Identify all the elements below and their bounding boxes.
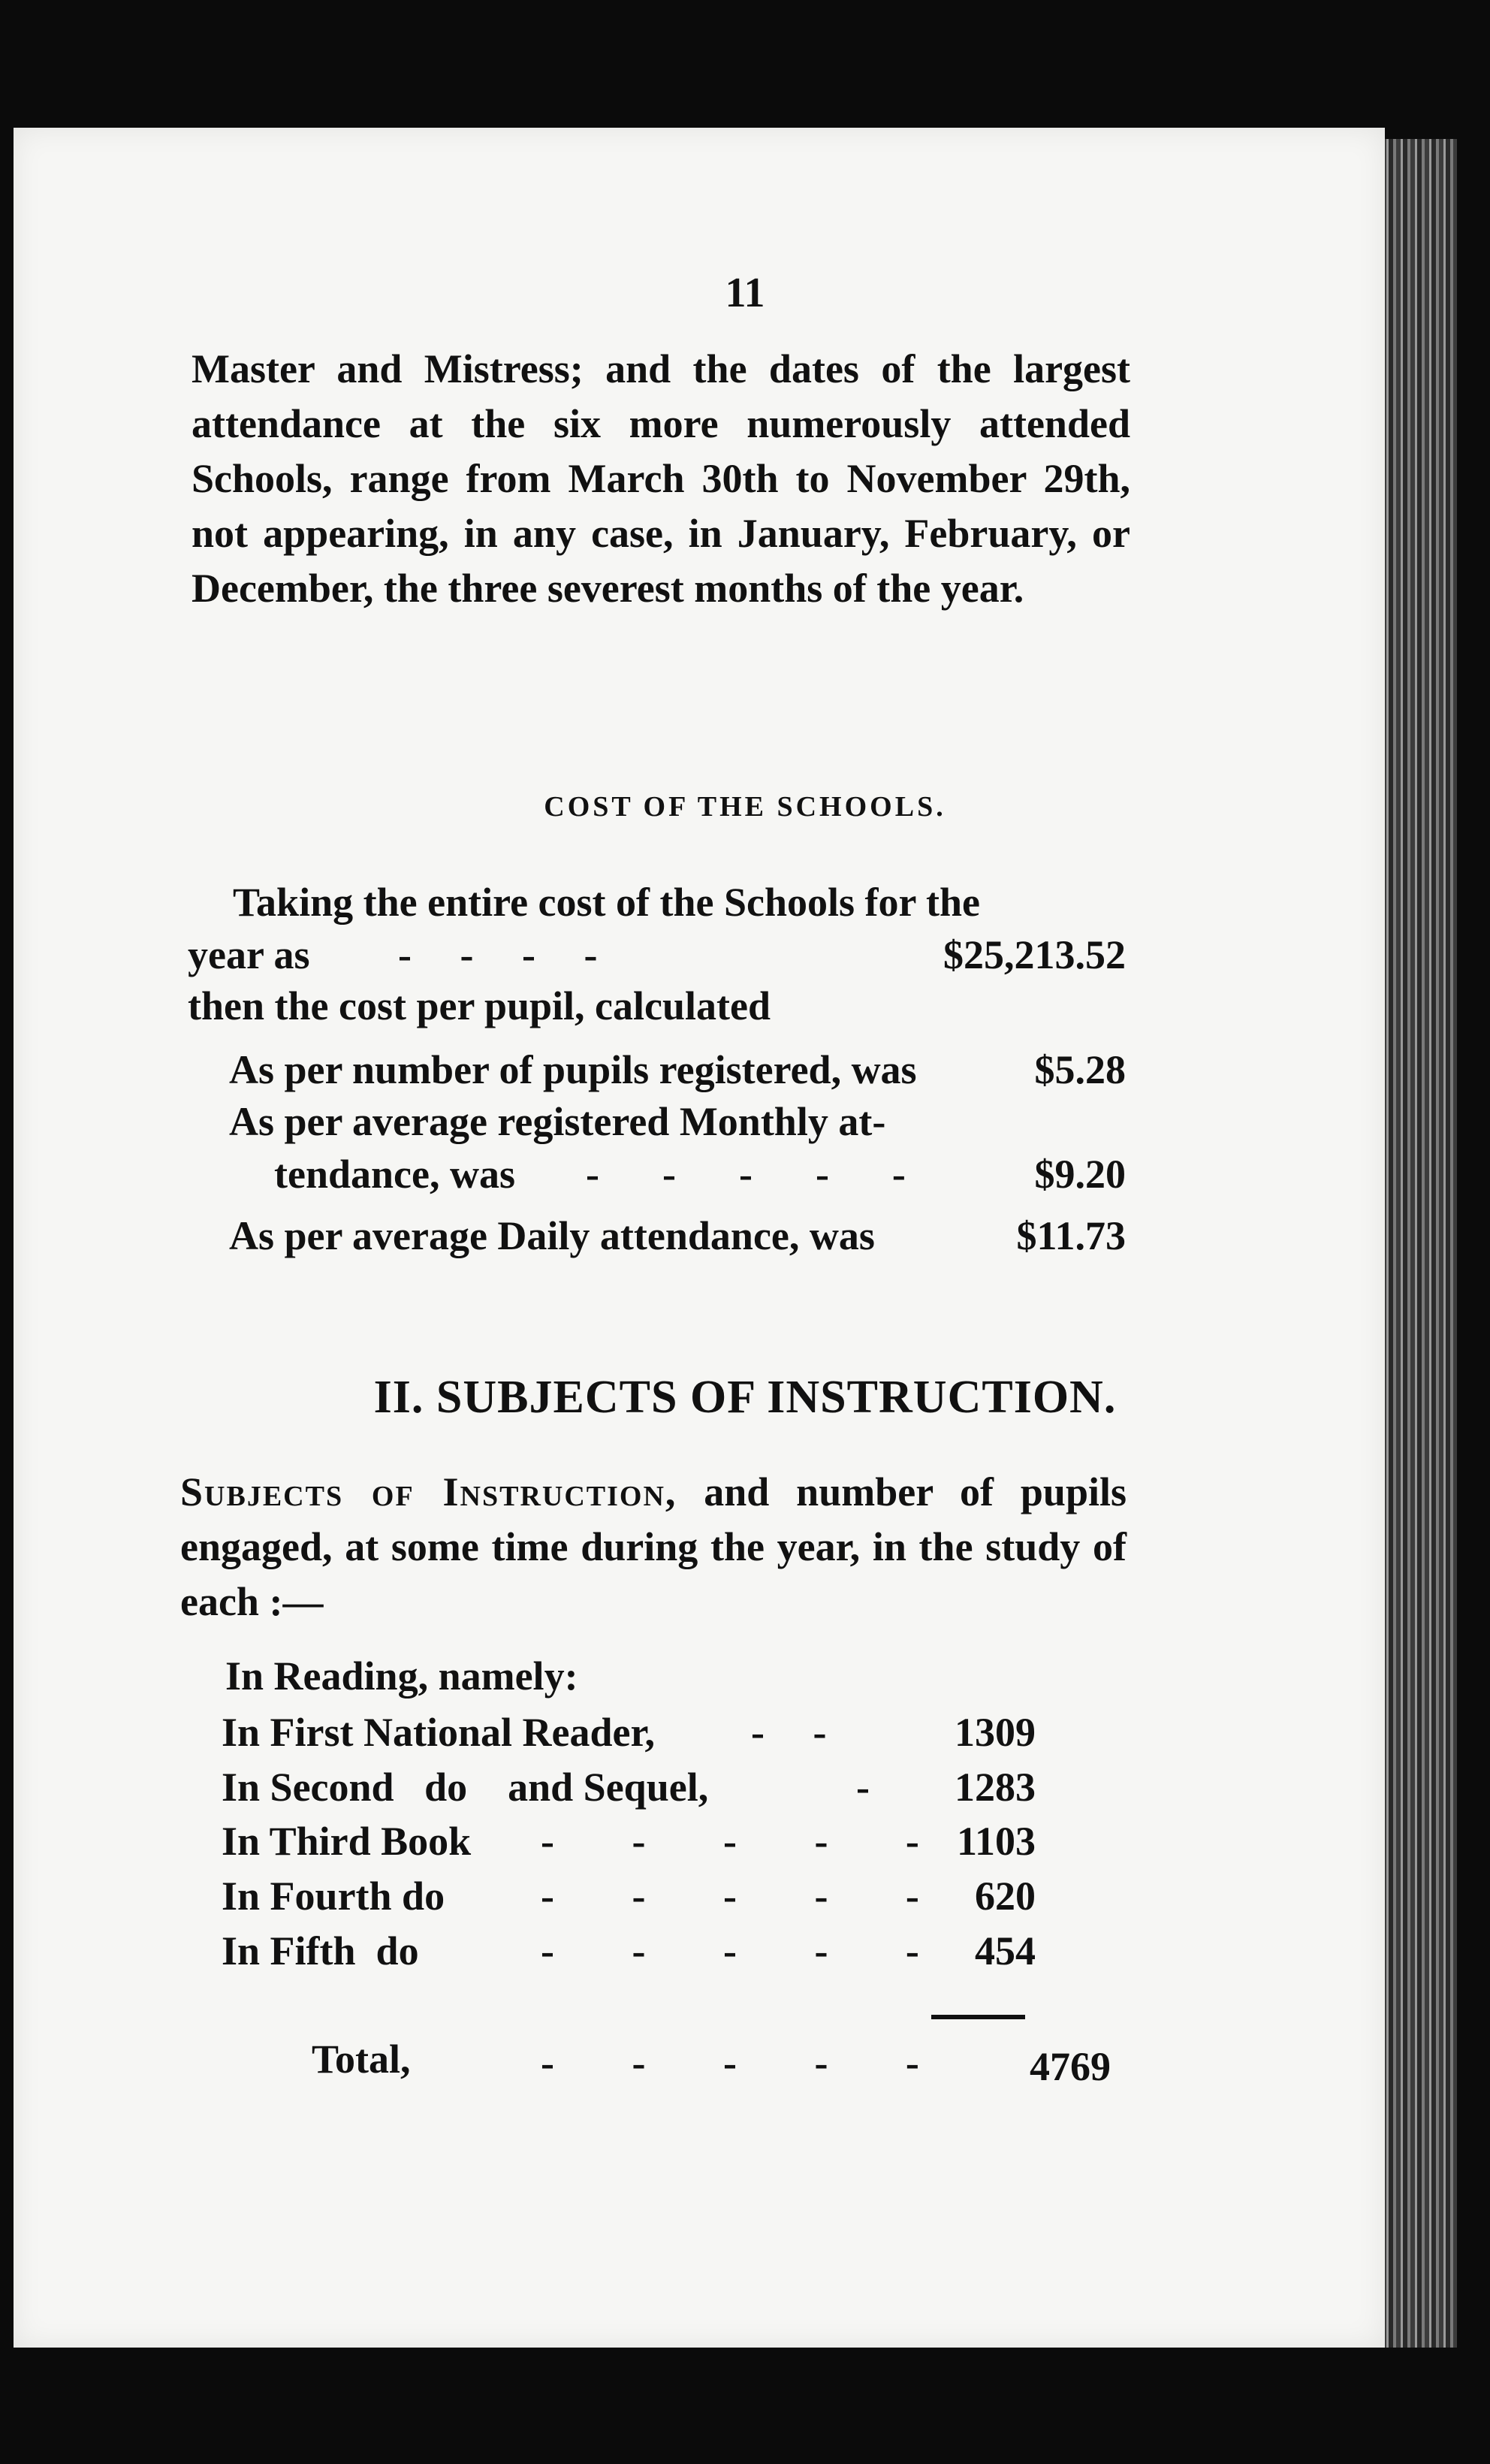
reading-label: In Reading, namely: bbox=[225, 1653, 578, 1699]
reading-row-count: 454 bbox=[975, 1928, 1036, 1973]
reading-row-count: 1283 bbox=[955, 1765, 1036, 1810]
leader-dots: - - - - - bbox=[541, 2040, 924, 2085]
cost-row-registered-amount: $5.28 bbox=[1034, 1047, 1126, 1092]
cost-line-1: Taking the entire cost of the Schools for the bbox=[233, 880, 980, 925]
cost-row-monthly-amount: $9.20 bbox=[1034, 1152, 1126, 1197]
cost-line-3: then the cost per pupil, calculated bbox=[188, 983, 771, 1028]
total-label: Total, bbox=[312, 2037, 411, 2082]
reading-row-count: 620 bbox=[975, 1874, 1036, 1919]
cost-row-monthly: As per average registered Monthly at- bbox=[229, 1099, 886, 1144]
cost-row-registered: As per number of pupils registered, was bbox=[229, 1047, 917, 1092]
page-edges bbox=[1374, 139, 1457, 2351]
leader-dots: - - bbox=[751, 1710, 831, 1755]
page-number: 11 bbox=[725, 270, 765, 316]
subjects-lead-rest: and number of pupils engaged, at some time during the year, in the study of each :— bbox=[180, 1469, 1127, 1624]
sum-rule bbox=[931, 2015, 1025, 2019]
leader-dots: - - - - - bbox=[541, 1928, 924, 1973]
subjects-paragraph bbox=[180, 1465, 1127, 1629]
cost-heading: COST OF THE SCHOOLS. bbox=[544, 791, 946, 823]
leader-dots: - - - - bbox=[398, 932, 602, 977]
cost-row-daily-amount: $11.73 bbox=[1016, 1213, 1126, 1258]
leader-dots: - bbox=[856, 1765, 874, 1810]
cost-row-daily: As per average Daily attendance, was bbox=[229, 1213, 875, 1258]
reading-row-label: In First National Reader, bbox=[222, 1710, 655, 1755]
reading-row-label: In Fifth do bbox=[222, 1928, 419, 1973]
leader-dots: - - - - - bbox=[541, 1874, 924, 1919]
total-cost-amount: $25,213.52 bbox=[943, 932, 1126, 977]
subjects-lead-smallcaps: Subjects of Instruction, bbox=[180, 1469, 677, 1514]
leader-dots: - - - - - bbox=[541, 1819, 924, 1864]
cost-line-2-label: year as bbox=[188, 932, 310, 977]
reading-row-label: In Second do and Sequel, bbox=[222, 1765, 709, 1810]
reading-row-count: 1309 bbox=[955, 1710, 1036, 1755]
scan-background bbox=[0, 2348, 1490, 2464]
leader-dots: - - - - - bbox=[586, 1152, 910, 1197]
reading-row-label: In Third Book bbox=[222, 1819, 472, 1864]
total-value: 4769 bbox=[1030, 2044, 1111, 2089]
reading-row-label: In Fourth do bbox=[222, 1874, 445, 1919]
cost-row-monthly-cont: tendance, was bbox=[274, 1152, 515, 1197]
reading-row-count: 1103 bbox=[956, 1819, 1036, 1864]
subjects-heading: II. SUBJECTS OF INSTRUCTION. bbox=[373, 1372, 1117, 1423]
intro-paragraph: Master and Mistress; and the dates of the largest attendance at the six more numerously attended Schools, range from March 30th to November 29th, not appearing, in any case, in January, February, or December, the three severest months of the year. bbox=[192, 346, 1130, 611]
